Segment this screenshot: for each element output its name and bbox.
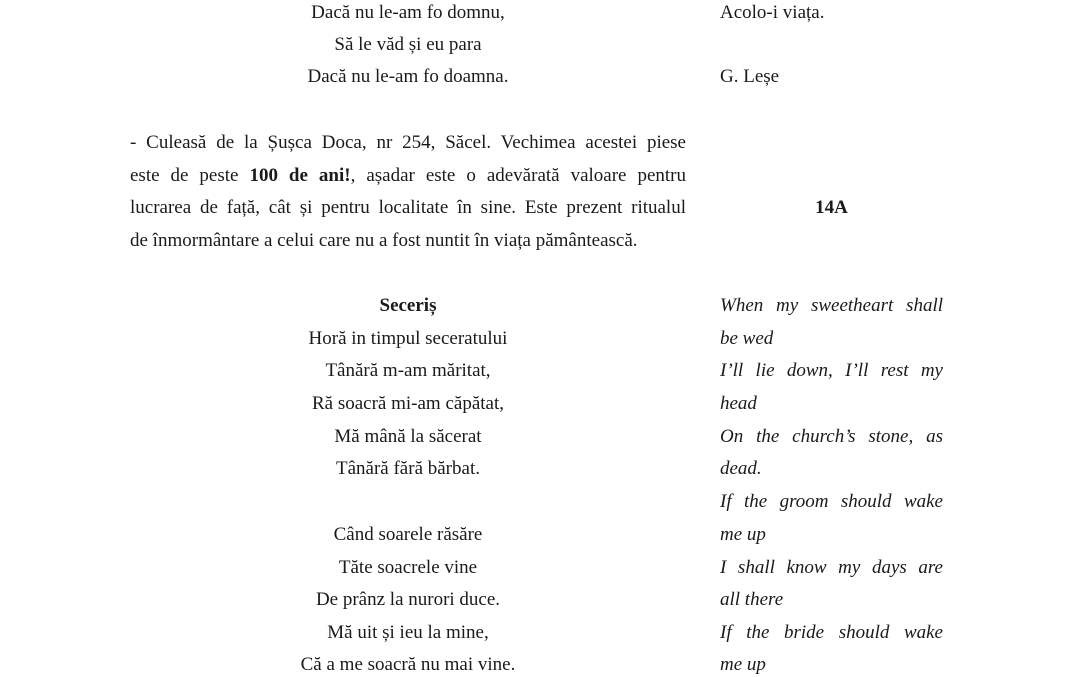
verse-line: De prânz la nurori duce.	[315, 589, 501, 610]
translation-line: dead.	[720, 458, 762, 479]
verse-line: Tânără fără bărbat.	[336, 458, 480, 479]
translation-line: be wed	[720, 328, 774, 349]
translation-line: all there	[720, 589, 784, 610]
poem-line: Dacă nu le-am fo doamna.	[307, 66, 509, 87]
note-emphasis: 100 de ani!	[249, 165, 351, 186]
verse-line: Mă uit și ieu la mine,	[327, 622, 489, 643]
translation-line: I’ll lie down, I’ll rest my	[720, 360, 943, 381]
translation-line: head	[720, 393, 757, 414]
translation-line: I shall know my days are	[720, 557, 943, 578]
translation-line: If the bride should wake	[720, 622, 943, 643]
translation-line: When my sweetheart shall	[720, 295, 943, 316]
verse-line: Tăte soacrele vine	[338, 557, 478, 578]
note-text: este de peste	[130, 165, 250, 186]
note-text: , așadar este o adevărată valoare pentru	[350, 165, 686, 186]
author-signature: G. Leșe	[720, 66, 780, 87]
translation-line: If the groom should wake	[720, 491, 943, 512]
translation-line: On the church’s stone, as	[720, 426, 943, 447]
verse-line: Mă mână la săcerat	[334, 426, 482, 447]
section-number: 14A	[815, 197, 848, 218]
song-title: Seceriș	[379, 295, 437, 316]
note-line: de înmormântare a celui care nu a fost nuntit în viața pământească.	[130, 230, 638, 251]
translation-line: me up	[720, 654, 766, 675]
verse-line: Că a me soacră nu mai vine.	[300, 654, 516, 675]
poem-line: Acolo-i viața.	[720, 2, 825, 23]
verse-line: Când soarele răsăre	[333, 524, 483, 545]
song-subtitle: Horă in timpul seceratului	[308, 328, 508, 349]
note-line: - Culeasă de la Șușca Doca, nr 254, Săcel. Vechimea acestei piese	[130, 132, 686, 153]
poem-line: Dacă nu le-am fo domnu,	[311, 2, 505, 23]
note-line	[130, 164, 686, 188]
translation-line: me up	[720, 524, 766, 545]
note-line: lucrarea de față, cât și pentru localitate în sine. Este prezent ritualul	[130, 197, 686, 218]
verse-line: Tânără m-am măritat,	[325, 360, 491, 381]
poem-line: Să le văd și eu para	[334, 34, 482, 55]
verse-line: Ră soacră mi-am căpătat,	[311, 393, 504, 414]
